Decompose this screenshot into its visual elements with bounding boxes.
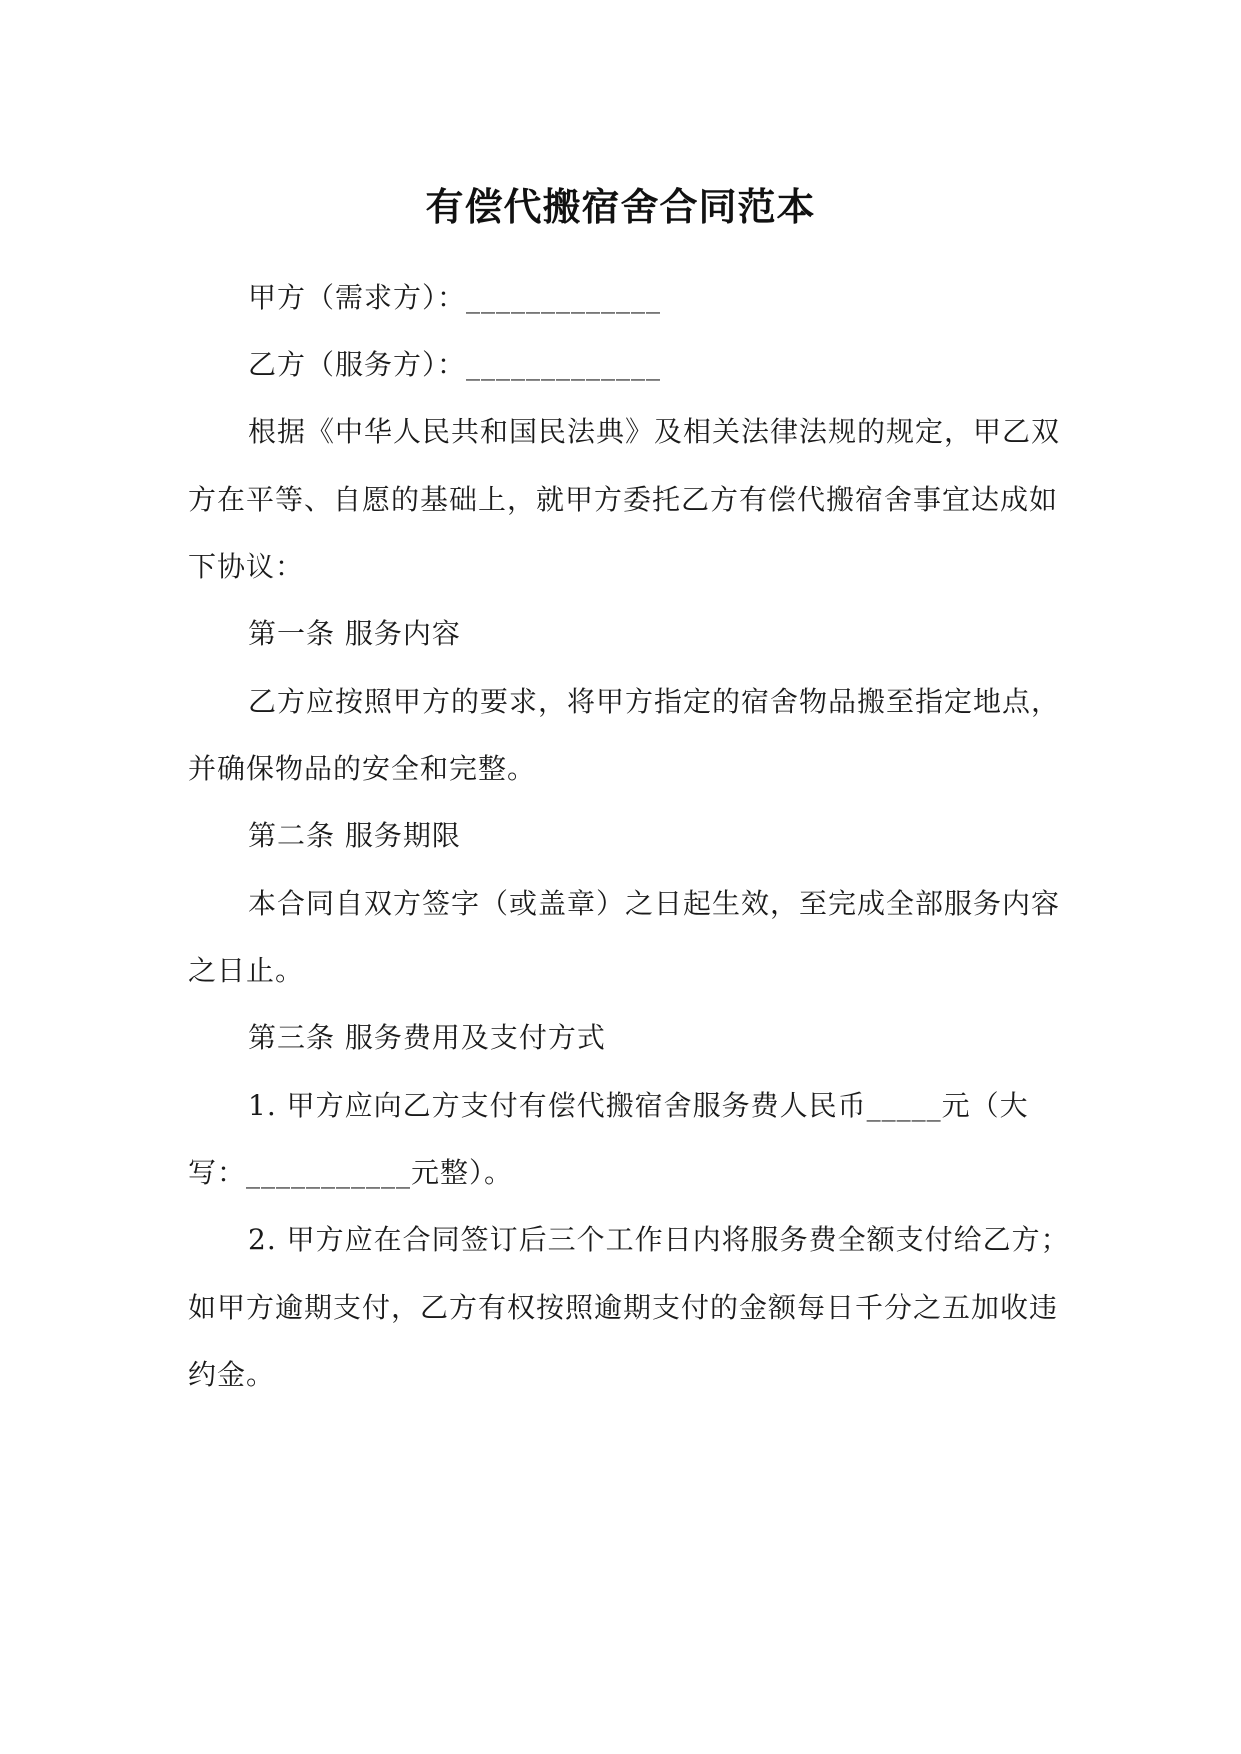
article-3-item-1-line-1: 1. 甲方应向乙方支付有偿代搬宿舍服务费人民币_____元（大 [248,1089,1029,1122]
preamble-line-3: 下协议： [188,550,305,583]
article-3-item-2-line-3: 约金。 [188,1358,276,1391]
article-1-line-1: 乙方应按照甲方的要求，将甲方指定的宿舍物品搬至指定地点， [248,685,1061,718]
party-a-line: 甲方（需求方）：_____________ [248,281,662,314]
article-2-line-1: 本合同自双方签字（或盖章）之日起生效，至完成全部服务内容 [248,887,1061,920]
article-1-heading: 第一条 服务内容 [248,617,461,650]
preamble-line-2: 方在平等、自愿的基础上，就甲方委托乙方有偿代搬宿舍事宜达成如 [188,483,1059,516]
article-3-item-2-line-2: 如甲方逾期支付，乙方有权按照逾期支付的金额每日千分之五加收违 [188,1291,1059,1324]
article-1-line-2: 并确保物品的安全和完整。 [188,752,537,785]
article-3-item-1-line-2: 写：___________元整）。 [188,1156,514,1189]
preamble-line-1: 根据《中华人民共和国民法典》及相关法律法规的规定，甲乙双 [248,415,1061,448]
article-2-heading: 第二条 服务期限 [248,819,461,852]
party-b-line: 乙方（服务方）：_____________ [248,348,662,381]
document-title: 有偿代搬宿舍合同范本 [425,184,816,229]
article-2-line-2: 之日止。 [188,954,305,987]
article-3-heading: 第三条 服务费用及支付方式 [248,1021,606,1054]
article-3-item-2-line-1: 2. 甲方应在合同签订后三个工作日内将服务费全额支付给乙方； [248,1223,1070,1256]
